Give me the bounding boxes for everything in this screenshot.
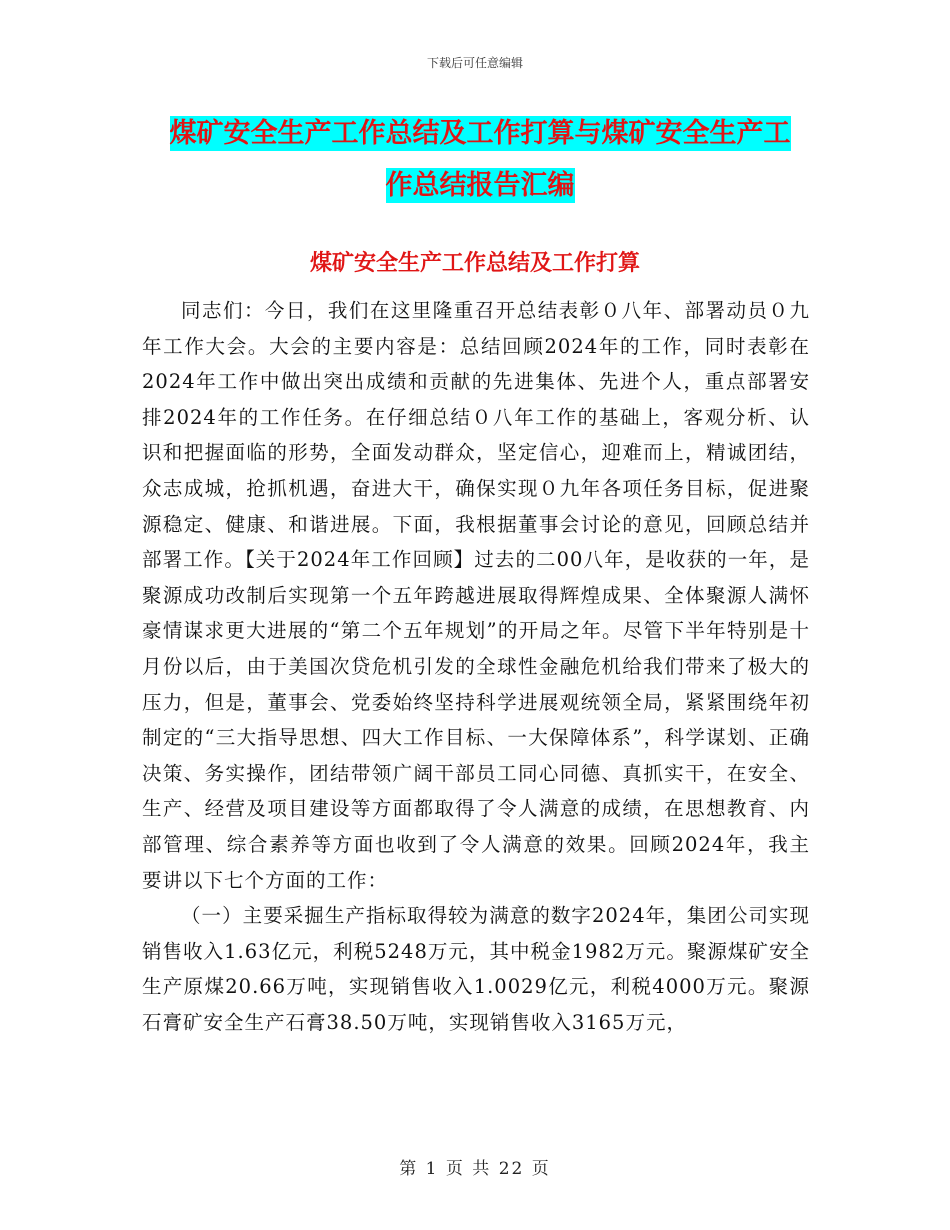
document-title — [150, 108, 810, 212]
document-title-line1: 煤矿安全生产工作总结及工作打算与煤矿安全生产工 — [169, 118, 791, 149]
page-number: 第 1 页 共 22 页 — [399, 1159, 551, 1179]
document-title-line2: 作总结报告汇编 — [385, 170, 575, 201]
section-title: 煤矿安全生产工作总结及工作打算 — [309, 251, 640, 276]
document-body — [142, 293, 810, 1040]
page-header-note: 下载后可任意编辑 — [426, 56, 523, 70]
body-paragraph: （一）主要采掘生产指标取得较为满意的数字2024年，集团公司实现销售收入1.63亿元，利税5248万元，其中税金1982万元。聚源煤矿安全生产原煤20.66万吨，实现销售收入1.0029亿元，利税4000万元。聚源石膏矿安全生产石膏38.50万吨，实现销售收入3165万元， — [142, 904, 810, 1034]
body-paragraph: 同志们：今日，我们在这里隆重召开总结表彰０八年、部署动员０九年工作大会。大会的主要内容是：总结回顾2024年的工作，同时表彰在2024年工作中做出突出成绩和贡献的先进集体、先进个人，重点部署安排2024年的工作任务。在仔细总结０八年工作的基础上，客观分析、认识和把握面临的形势，全面发动群众，坚定信心，迎难而上，精诚团结，众志成城，抢抓机遇，奋进大干，确保实现０九年各项任务目标，促进聚源稳定、健康、和谐进展。下面，我根据董事会讨论的意见，回顾总结并部署工作。【关于2024年工作回顾】过去的二00八年，是收获的一年，是聚源成功改制后实现第一个五年跨越进展取得辉煌成果、全体聚源人满怀豪情谋求更大进展的“第二个五年规划”的开局之年。尽管下半年特别是十月份以后，由于美国次贷危机引发的全球性金融危机给我们带来了极大的压力，但是，董事会、党委始终坚持科学进展观统领全局，紧紧围绕年初制定的“三大指导思想、四大工作目标、一大保障体系”，科学谋划、正确决策、务实操作，团结带领广阔干部员工同心同德、真抓实干，在安全、生产、经营及项目建设等方面都取得了令人满意的成绩，在思想教育、内部管理、综合素养等方面也收到了令人满意的效果。回顾2024年，我主要讲以下七个方面的工作： — [142, 299, 810, 892]
